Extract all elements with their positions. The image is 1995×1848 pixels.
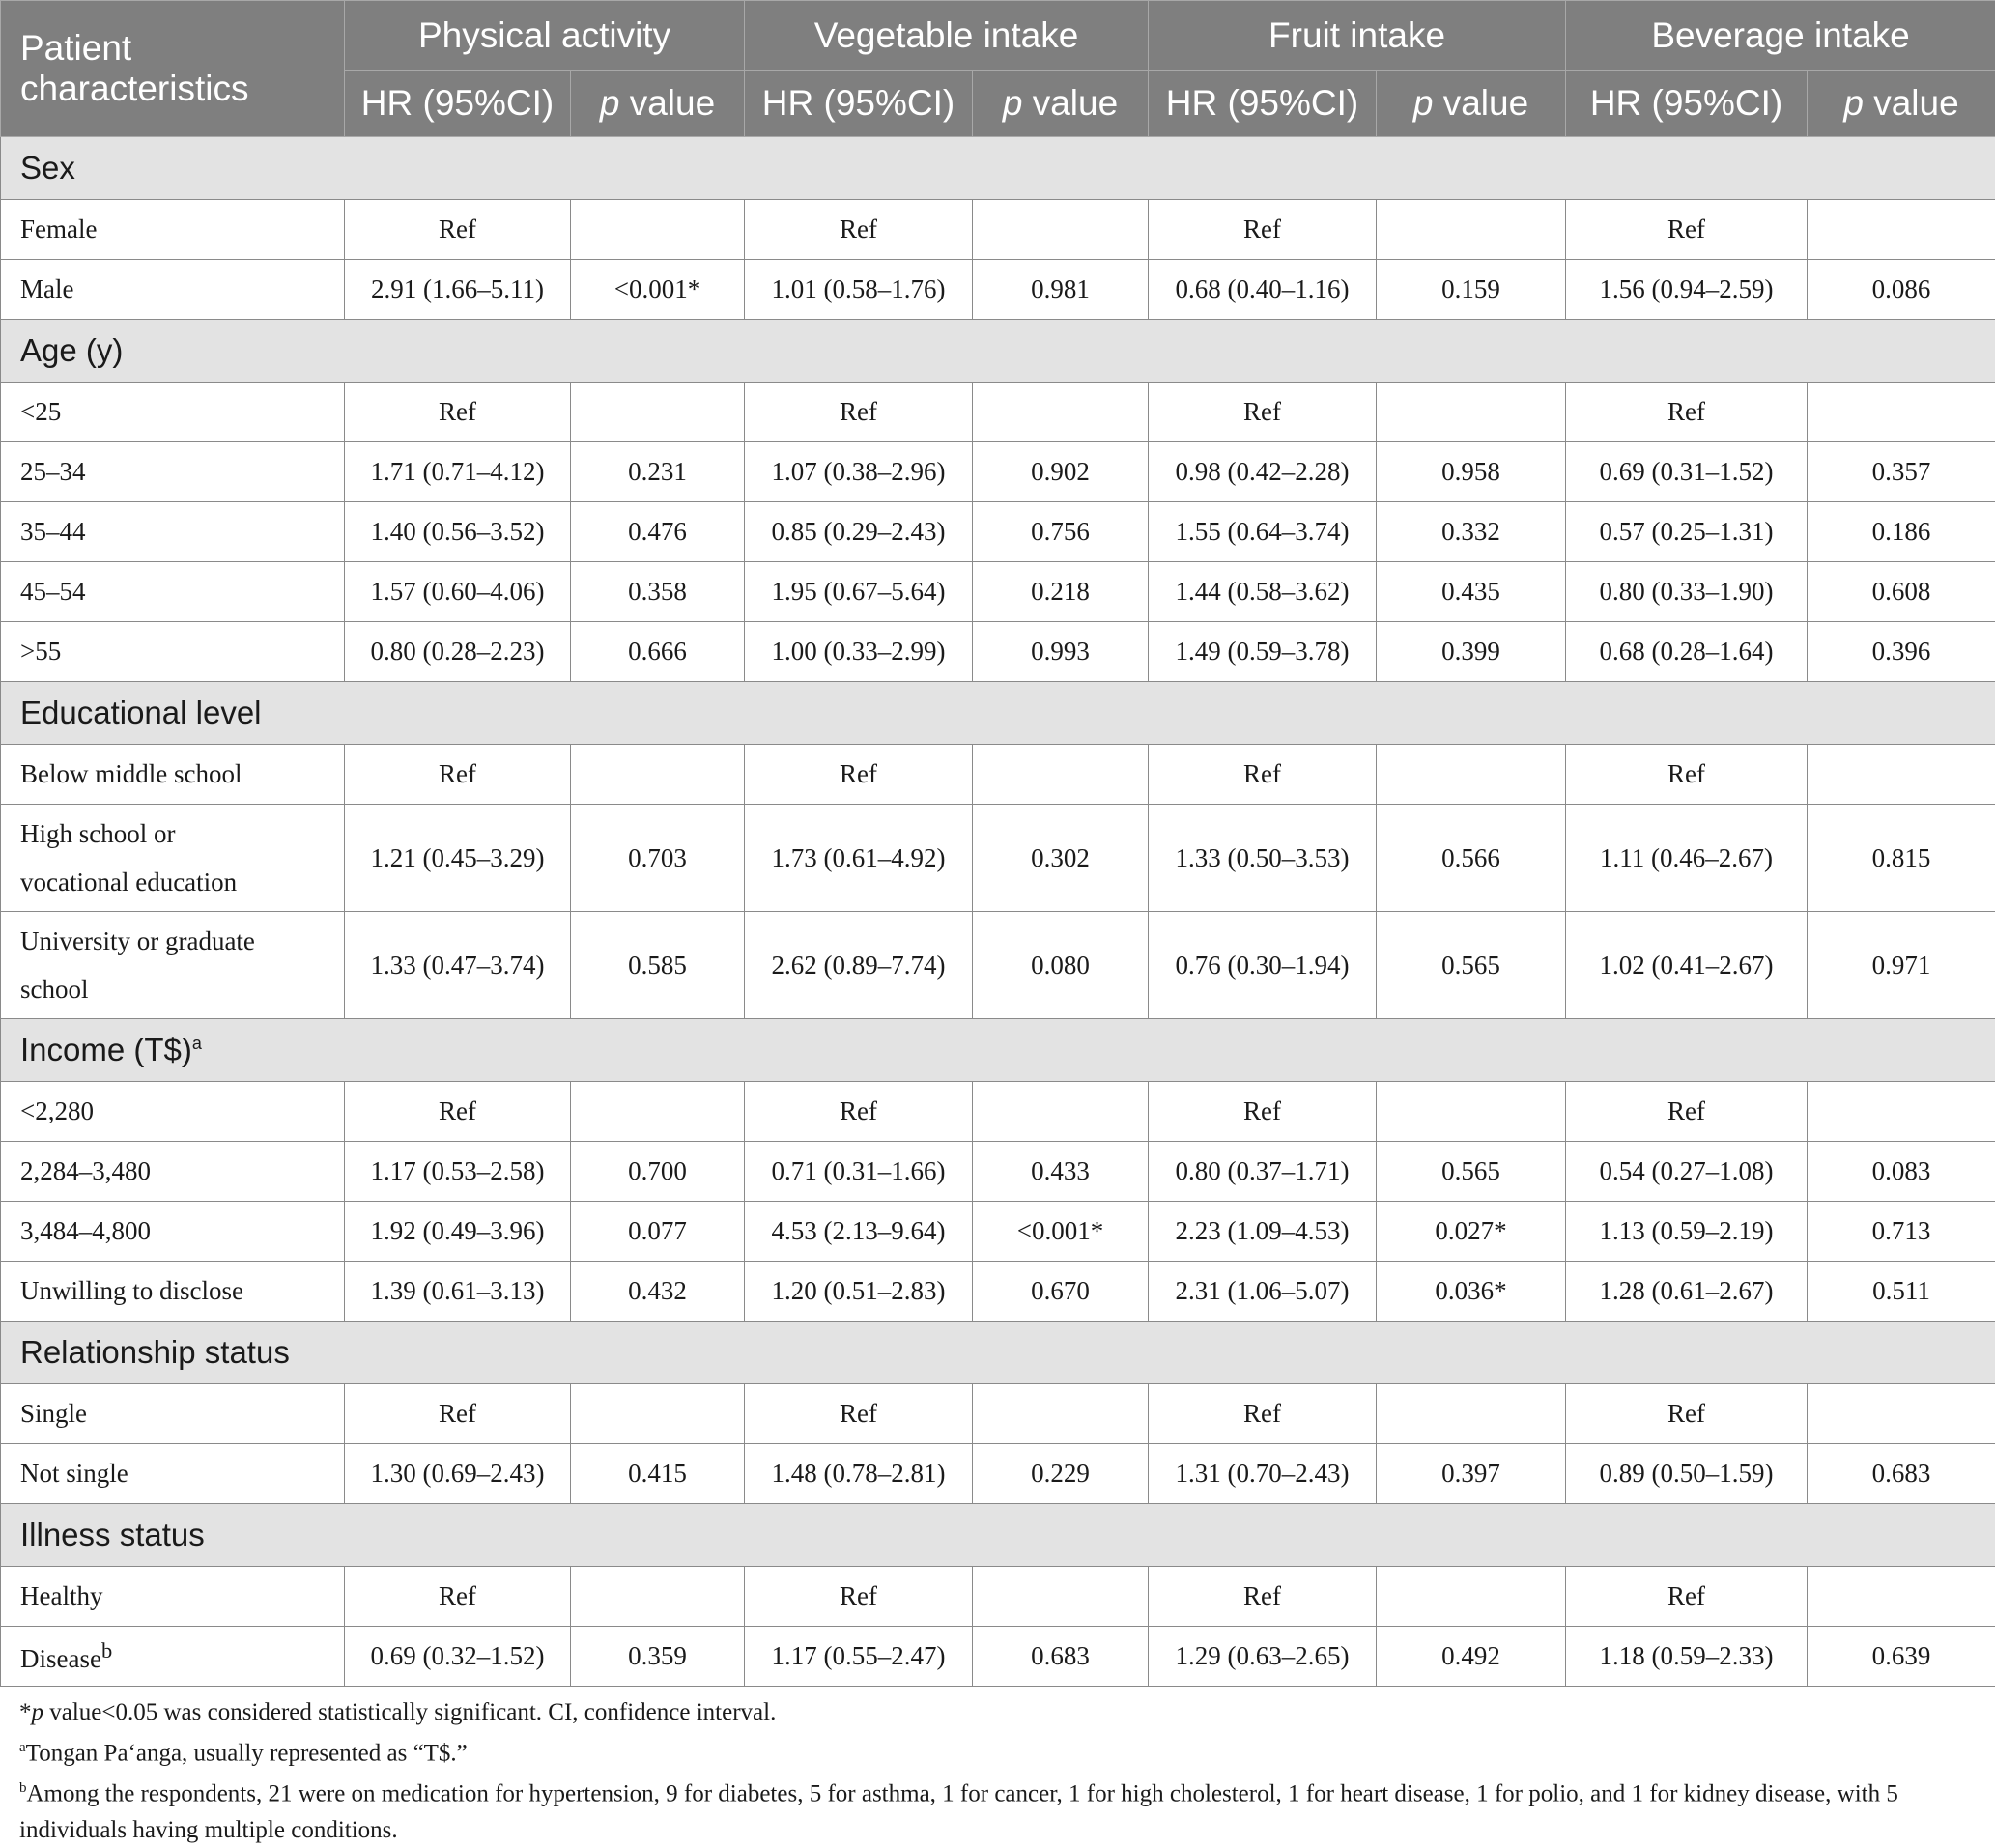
row-label: 3,484–4,800	[1, 1202, 345, 1262]
section-title: Relationship status	[1, 1322, 1995, 1384]
p-value-cell	[571, 200, 745, 260]
p-value-cell	[973, 745, 1149, 805]
hr-cell: 2.31 (1.06–5.07)	[1149, 1262, 1377, 1322]
footnotes	[0, 1687, 1995, 1848]
hr-cell: 1.17 (0.55–2.47)	[745, 1627, 973, 1687]
p-value-cell	[1377, 1567, 1566, 1627]
hr-cell: Ref	[345, 1384, 571, 1444]
hr-cell: Ref	[1149, 200, 1377, 260]
p-value-cell: 0.083	[1808, 1142, 1995, 1202]
p-value-cell: <0.001*	[571, 260, 745, 320]
hr-cell: Ref	[345, 1082, 571, 1142]
patient-characteristics-header: Patient characteristics	[1, 1, 345, 137]
section-row-illness	[1, 1504, 1995, 1567]
hr-cell: 1.55 (0.64–3.74)	[1149, 502, 1377, 562]
hr-cell: Ref	[745, 745, 973, 805]
hr-cell: Ref	[1566, 1082, 1808, 1142]
hr-cell: 0.69 (0.32–1.52)	[345, 1627, 571, 1687]
p-value-cell	[571, 1384, 745, 1444]
p-value-cell: 0.565	[1377, 1142, 1566, 1202]
hr-cell: 0.80 (0.28–2.23)	[345, 622, 571, 682]
hr-cell: 1.49 (0.59–3.78)	[1149, 622, 1377, 682]
hr-cell: 1.18 (0.59–2.33)	[1566, 1627, 1808, 1687]
row-label: Unwilling to disclose	[1, 1262, 345, 1322]
table-row	[1, 1567, 1995, 1627]
hr-cell: 1.39 (0.61–3.13)	[345, 1262, 571, 1322]
section-title: Sex	[1, 137, 1995, 200]
row-label: 45–54	[1, 562, 345, 622]
table-row	[1, 260, 1995, 320]
hr-cell: 0.98 (0.42–2.28)	[1149, 442, 1377, 502]
section-row-income	[1, 1019, 1995, 1082]
row-label: University or graduate school	[1, 912, 345, 1019]
table-row	[1, 562, 1995, 622]
hr-cell: 1.57 (0.60–4.06)	[345, 562, 571, 622]
p-value-cell: 0.476	[571, 502, 745, 562]
p-value-header: p value	[973, 71, 1149, 137]
table-row	[1, 1142, 1995, 1202]
p-value-cell: 0.971	[1808, 912, 1995, 1019]
hr-cell: Ref	[345, 200, 571, 260]
hr-header: HR (95%CI)	[745, 71, 973, 137]
p-value-cell: 0.492	[1377, 1627, 1566, 1687]
p-value-cell: 0.565	[1377, 912, 1566, 1019]
group-header-physical-activity: Physical activity	[345, 1, 745, 71]
hr-cell: 0.85 (0.29–2.43)	[745, 502, 973, 562]
section-title: Illness status	[1, 1504, 1995, 1567]
table-row	[1, 1262, 1995, 1322]
p-value-cell: 0.036*	[1377, 1262, 1566, 1322]
hr-cell: Ref	[1149, 745, 1377, 805]
table-row	[1, 745, 1995, 805]
p-value-cell	[1808, 1567, 1995, 1627]
table-row	[1, 383, 1995, 442]
p-value-cell	[1808, 1384, 1995, 1444]
p-value-cell	[1377, 745, 1566, 805]
table-row	[1, 1444, 1995, 1504]
section-title: Income (T$)$^a$	[1, 1019, 1995, 1082]
table-row	[1, 912, 1995, 1019]
p-value-cell: 0.080	[973, 912, 1149, 1019]
hr-cell: 0.80 (0.33–1.90)	[1566, 562, 1808, 622]
row-label: Disease$^b$	[1, 1627, 345, 1687]
row-label: Healthy	[1, 1567, 345, 1627]
p-value-cell: 0.683	[1808, 1444, 1995, 1504]
row-label: Single	[1, 1384, 345, 1444]
hr-cell: 0.80 (0.37–1.71)	[1149, 1142, 1377, 1202]
group-header-beverage-intake: Beverage intake	[1566, 1, 1995, 71]
hr-cell: 1.48 (0.78–2.81)	[745, 1444, 973, 1504]
hr-cell: 2.62 (0.89–7.74)	[745, 912, 973, 1019]
hr-cell: 1.73 (0.61–4.92)	[745, 805, 973, 912]
p-value-cell: 0.435	[1377, 562, 1566, 622]
p-value-header: p value	[1377, 71, 1566, 137]
row-label: <25	[1, 383, 345, 442]
hr-cell: Ref	[1149, 1567, 1377, 1627]
p-value-cell: 0.231	[571, 442, 745, 502]
hr-cell: 1.07 (0.38–2.96)	[745, 442, 973, 502]
p-value-cell	[1377, 1082, 1566, 1142]
hr-cell: 0.76 (0.30–1.94)	[1149, 912, 1377, 1019]
p-value-cell: 0.981	[973, 260, 1149, 320]
hr-cell: 1.95 (0.67–5.64)	[745, 562, 973, 622]
p-value-cell: 0.433	[973, 1142, 1149, 1202]
hr-cell: Ref	[745, 1082, 973, 1142]
p-value-cell: 0.566	[1377, 805, 1566, 912]
table-header	[1, 1, 1995, 137]
p-value-cell: 0.415	[571, 1444, 745, 1504]
hr-cell: 1.56 (0.94–2.59)	[1566, 260, 1808, 320]
row-label: <2,280	[1, 1082, 345, 1142]
p-value-cell	[1808, 1082, 1995, 1142]
hr-header: HR (95%CI)	[345, 71, 571, 137]
p-value-cell: 0.357	[1808, 442, 1995, 502]
hr-cell: 1.92 (0.49–3.96)	[345, 1202, 571, 1262]
hr-cell: 1.44 (0.58–3.62)	[1149, 562, 1377, 622]
p-value-cell: 0.399	[1377, 622, 1566, 682]
p-value-header: p value	[1808, 71, 1995, 137]
hr-cell: 1.30 (0.69–2.43)	[345, 1444, 571, 1504]
p-value-cell: 0.332	[1377, 502, 1566, 562]
hr-cell: 2.91 (1.66–5.11)	[345, 260, 571, 320]
hr-cell: Ref	[1149, 1082, 1377, 1142]
p-value-cell: 0.756	[973, 502, 1149, 562]
hr-cell: Ref	[345, 1567, 571, 1627]
hr-cell: 1.00 (0.33–2.99)	[745, 622, 973, 682]
p-value-cell	[973, 1082, 1149, 1142]
hr-cell: 0.57 (0.25–1.31)	[1566, 502, 1808, 562]
hr-cell: Ref	[745, 1567, 973, 1627]
hr-cell: Ref	[1566, 1384, 1808, 1444]
hr-cell: 0.69 (0.31–1.52)	[1566, 442, 1808, 502]
hr-cell: 1.17 (0.53–2.58)	[345, 1142, 571, 1202]
section-row-sex	[1, 137, 1995, 200]
hr-cell: 1.28 (0.61–2.67)	[1566, 1262, 1808, 1322]
hr-cell: Ref	[345, 383, 571, 442]
hr-cell: Ref	[345, 745, 571, 805]
p-value-cell: 0.302	[973, 805, 1149, 912]
footnote-a: $^a$Tongan Pa‘anga, usually represented as “T$.”	[0, 1730, 1995, 1771]
p-value-cell: 0.027*	[1377, 1202, 1566, 1262]
group-header-fruit-intake: Fruit intake	[1149, 1, 1566, 71]
p-value-cell: 0.639	[1808, 1627, 1995, 1687]
hr-cell: Ref	[1566, 200, 1808, 260]
hr-cell: 0.68 (0.40–1.16)	[1149, 260, 1377, 320]
hr-cell: 1.33 (0.47–3.74)	[345, 912, 571, 1019]
hr-cell: Ref	[1566, 745, 1808, 805]
p-value-cell	[571, 745, 745, 805]
p-value-cell	[1377, 383, 1566, 442]
p-value-cell: 0.077	[571, 1202, 745, 1262]
hr-cell: 0.68 (0.28–1.64)	[1566, 622, 1808, 682]
hr-cell: 1.31 (0.70–2.43)	[1149, 1444, 1377, 1504]
hr-cell: 1.40 (0.56–3.52)	[345, 502, 571, 562]
p-value-cell	[571, 383, 745, 442]
hr-cell: Ref	[745, 383, 973, 442]
p-value-cell	[1808, 383, 1995, 442]
hr-cell: Ref	[1566, 1567, 1808, 1627]
row-label: Female	[1, 200, 345, 260]
p-value-cell	[973, 383, 1149, 442]
p-value-cell: 0.958	[1377, 442, 1566, 502]
hr-cell: 1.01 (0.58–1.76)	[745, 260, 973, 320]
hr-cell: Ref	[745, 200, 973, 260]
hr-header: HR (95%CI)	[1149, 71, 1377, 137]
p-value-cell: 0.229	[973, 1444, 1149, 1504]
table-row	[1, 442, 1995, 502]
row-label: 35–44	[1, 502, 345, 562]
hr-header: HR (95%CI)	[1566, 71, 1808, 137]
table-row	[1, 502, 1995, 562]
hr-cell: 1.20 (0.51–2.83)	[745, 1262, 973, 1322]
p-value-cell: 0.396	[1808, 622, 1995, 682]
hr-cell: 1.02 (0.41–2.67)	[1566, 912, 1808, 1019]
p-value-cell: 0.683	[973, 1627, 1149, 1687]
p-value-cell: 0.713	[1808, 1202, 1995, 1262]
p-value-cell	[571, 1567, 745, 1627]
p-value-cell	[1377, 1384, 1566, 1444]
table-row	[1, 1627, 1995, 1687]
p-value-cell	[973, 1384, 1149, 1444]
footnote-b: $^b$Among the respondents, 21 were on medication for hypertension, 9 for diabetes, 5 for asthma, 1 for cancer, 1 for high cholesterol, 1 for heart disease, 1 for polio, and 1 for kidney disease, with 5 individuals having multiple conditions.	[0, 1771, 1995, 1847]
p-value-cell	[1808, 745, 1995, 805]
hr-cell: Ref	[1149, 383, 1377, 442]
p-value-cell: 0.432	[571, 1262, 745, 1322]
p-value-cell	[1808, 200, 1995, 260]
hr-cell: Ref	[745, 1384, 973, 1444]
p-value-cell: 0.608	[1808, 562, 1995, 622]
hr-cell: 0.54 (0.27–1.08)	[1566, 1142, 1808, 1202]
hr-cell: 1.33 (0.50–3.53)	[1149, 805, 1377, 912]
p-value-cell: 0.585	[571, 912, 745, 1019]
p-value-cell: 0.159	[1377, 260, 1566, 320]
p-value-cell: 0.993	[973, 622, 1149, 682]
table-row	[1, 622, 1995, 682]
p-value-cell	[973, 200, 1149, 260]
hr-cell: 1.71 (0.71–4.12)	[345, 442, 571, 502]
p-value-cell: 0.218	[973, 562, 1149, 622]
row-label: 25–34	[1, 442, 345, 502]
p-value-cell: 0.511	[1808, 1262, 1995, 1322]
section-title: Educational level	[1, 682, 1995, 745]
p-value-cell: 0.703	[571, 805, 745, 912]
hr-cell: 1.29 (0.63–2.65)	[1149, 1627, 1377, 1687]
group-header-vegetable-intake: Vegetable intake	[745, 1, 1149, 71]
p-value-cell	[571, 1082, 745, 1142]
p-value-cell: <0.001*	[973, 1202, 1149, 1262]
table-row	[1, 805, 1995, 912]
table-body	[1, 137, 1995, 1687]
p-value-cell: 0.902	[973, 442, 1149, 502]
p-value-cell	[973, 1567, 1149, 1627]
p-value-cell: 0.700	[571, 1142, 745, 1202]
p-value-cell: 0.397	[1377, 1444, 1566, 1504]
table-row	[1, 1202, 1995, 1262]
row-label: Not single	[1, 1444, 345, 1504]
hr-cell: 0.89 (0.50–1.59)	[1566, 1444, 1808, 1504]
hr-cell: 2.23 (1.09–4.53)	[1149, 1202, 1377, 1262]
hr-cell: 0.71 (0.31–1.66)	[745, 1142, 973, 1202]
row-label: High school or vocational education	[1, 805, 345, 912]
table-row	[1, 1384, 1995, 1444]
hr-cell: 1.13 (0.59–2.19)	[1566, 1202, 1808, 1262]
row-label: Below middle school	[1, 745, 345, 805]
p-value-cell: 0.086	[1808, 260, 1995, 320]
hr-cell: 4.53 (2.13–9.64)	[745, 1202, 973, 1262]
footnote-significance: *p value<0.05 was considered statistically significant. CI, confidence interval.	[0, 1694, 1995, 1730]
p-value-cell: 0.358	[571, 562, 745, 622]
p-value-cell: 0.815	[1808, 805, 1995, 912]
p-value-cell: 0.670	[973, 1262, 1149, 1322]
hr-cell: 1.11 (0.46–2.67)	[1566, 805, 1808, 912]
p-value-cell: 0.359	[571, 1627, 745, 1687]
section-row-age	[1, 320, 1995, 383]
p-value-header: p value	[571, 71, 745, 137]
section-row-education	[1, 682, 1995, 745]
table-row	[1, 1082, 1995, 1142]
section-title: Age (y)	[1, 320, 1995, 383]
section-row-relationship	[1, 1322, 1995, 1384]
p-value-cell	[1377, 200, 1566, 260]
hr-cell: Ref	[1566, 383, 1808, 442]
hr-cell: Ref	[1149, 1384, 1377, 1444]
table-row	[1, 200, 1995, 260]
hr-cell: 1.21 (0.45–3.29)	[345, 805, 571, 912]
p-value-cell: 0.186	[1808, 502, 1995, 562]
row-label: Male	[1, 260, 345, 320]
row-label: >55	[1, 622, 345, 682]
row-label: 2,284–3,480	[1, 1142, 345, 1202]
p-value-cell: 0.666	[571, 622, 745, 682]
